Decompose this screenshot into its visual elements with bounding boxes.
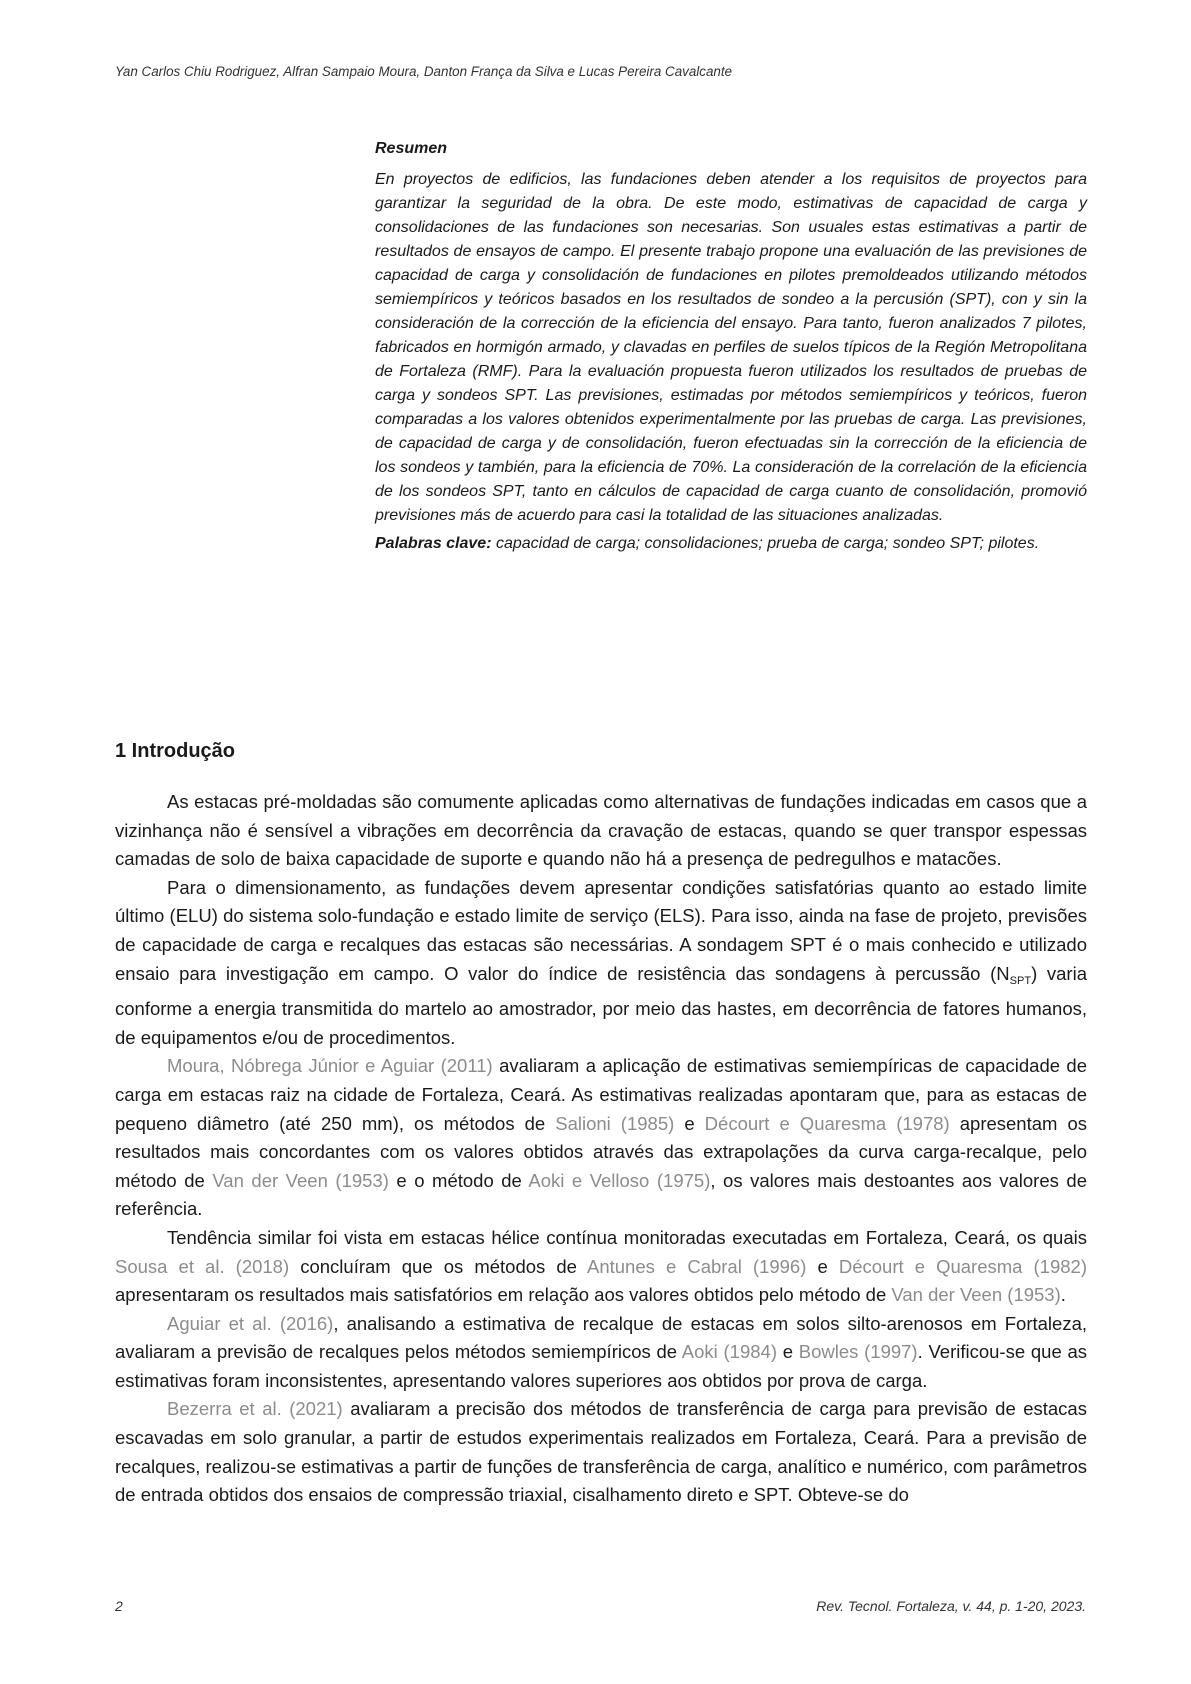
citation-link[interactable]: Bowles (1997): [798, 1341, 918, 1363]
paragraph-3-text: apresentam os resultados mais concordantes com os valores obtidos através das extrapolações da curva carga-recalque, pelo método de: [115, 1112, 1088, 1191]
citation-link[interactable]: Aoki (1984): [681, 1341, 777, 1363]
paragraph-5-text: . Verificou-se que as estimativas foram inconsistentes, apresentando valores superiores aos obtidos por prova de carga.: [115, 1341, 1088, 1391]
citation-link[interactable]: Sousa et al. (2018): [115, 1255, 290, 1277]
paragraph-4-text: e: [806, 1255, 839, 1277]
abstract-block: [375, 140, 1087, 556]
paragraph-6-text: avaliaram a precisão dos métodos de transferência de carga para previsão de estacas escavadas em solo granular, a partir de estudos experimentais realizados em Fortaleza, Ceará. Para a previsão de recalques, realizou-se estimativas a partir de funções de transferência de carga, analítico e numérico, com parâmetros de entrada obtidos dos ensaios de compressão triaxial, cisalhamento direto e SPT. Obteve-se do: [115, 1398, 1087, 1506]
paragraph-4-text: Tendência similar foi vista em estacas hélice contínua monitoradas executadas em Fortaleza, Ceará, os quais: [167, 1226, 1087, 1248]
paragraph-2: [115, 874, 1087, 1053]
paragraph-3-text: e: [674, 1112, 705, 1134]
running-head-authors: Yan Carlos Chiu Rodriguez, Alfran Sampaio Moura, Danton França da Silva e Lucas Pereira Cavalcante: [115, 64, 733, 79]
paragraph-5-text: e: [776, 1341, 799, 1363]
citation-link[interactable]: Salioni (1985): [555, 1112, 675, 1134]
paragraph-1: As estacas pré-moldadas são comumente aplicadas como alternativas de fundações indicadas em casos que a vizinhança não é sensível a vibrações em decorrência da cravação de estacas, quando se quer transpor espessas camadas de solo de baixa capacidade de suporte e quando não há a presença de pedregulhos e matacões.: [115, 791, 1087, 870]
keywords: [375, 532, 1087, 556]
paragraph-2-text-b: ) varia conforme a energia transmitida do martelo ao amostrador, por meio das hastes, em decorrência de fatores humanos, de equipamentos e/ou de procedimentos.: [115, 962, 1087, 1048]
keywords-list: capacidad de carga; consolidaciones; prueba de carga; sondeo SPT; pilotes.: [491, 535, 1040, 552]
paragraph-3-text: , os valores mais destoantes aos valores de referência.: [115, 1169, 1087, 1220]
journal-citation: Rev. Tecnol. Fortaleza, v. 44, p. 1-20, 2023.: [816, 1598, 1086, 1614]
citation-link[interactable]: Aoki e Velloso (1975): [528, 1169, 711, 1191]
paragraph-4-text: concluíram que os métodos de: [289, 1255, 587, 1277]
nspt-subscript: SPT: [1009, 974, 1032, 987]
citation-link[interactable]: Aguiar et al. (2016): [167, 1312, 334, 1334]
intro-body: [115, 788, 1087, 1510]
citation-link[interactable]: Antunes e Cabral (1996): [587, 1255, 807, 1277]
citation-link[interactable]: Van der Veen (1953): [891, 1284, 1061, 1306]
citation-link[interactable]: Décourt e Quaresma (1978): [704, 1112, 950, 1134]
paragraph-3-text: e o método de: [388, 1169, 529, 1191]
paragraph-2-text-a: Para o dimensionamento, as fundações devem apresentar condições satisfatórias quanto ao estado limite último (ELU) do sistema solo-fundação e estado limite de serviço (ELS). Para isso, ainda na fase de projeto, previsões de capacidade de carga e recalques das estacas são necessárias. A sondagem SPT é o mais conhecido e utilizado ensaio para investigação em campo. O valor do índice de resistência das sondagens à percussão (N: [115, 876, 1087, 984]
citation-link[interactable]: Bezerra et al. (2021): [167, 1398, 343, 1420]
citation-link[interactable]: Van der Veen (1953): [212, 1169, 389, 1191]
paragraph-4-text: .: [1060, 1284, 1066, 1306]
paragraph-5-text: , analisando a estimativa de recalque de estacas em solos silto-arenosos em Fortaleza, avaliaram a previsão de recalques pelos métodos semiempíricos de: [115, 1312, 1088, 1363]
section-title: 1 Introdução: [115, 740, 236, 762]
keywords-label: Palabras clave:: [375, 535, 492, 552]
paragraph-3: [115, 1052, 1087, 1224]
paragraph-4-text: apresentaram os resultados mais satisfatórios em relação aos valores obtidos pelo método de: [115, 1284, 892, 1306]
paragraph-4: [115, 1224, 1087, 1310]
paragraph-5: [115, 1310, 1087, 1396]
paragraph-3-text: avaliaram a aplicação de estimativas semiempíricas de capacidade de carga em estacas raiz na cidade de Fortaleza, Ceará. As estimativas realizadas apontaram que, para as estacas de pequeno diâmetro (até 250 mm), os métodos de: [115, 1055, 1087, 1134]
citation-link[interactable]: Moura, Nóbrega Júnior e Aguiar (2011): [167, 1055, 493, 1077]
paragraph-6: [115, 1395, 1087, 1509]
citation-link[interactable]: Décourt e Quaresma (1982): [838, 1255, 1087, 1277]
abstract-title: Resumen: [375, 140, 448, 157]
abstract-body: En proyectos de edificios, las fundaciones deben atender a los requisitos de proyectos para garantizar la seguridad de la obra. De este modo, estimativas de capacidad de carga y consolidaciones de las fundaciones son necesarias. Son usuales estas estimativas a partir de resultados de ensayos de campo. El presente trabajo propone una evaluación de las previsiones de capacidad de carga y consolidación de fundaciones en pilotes premoldeados utilizando métodos semiempíricos y teóricos basados en los resultados de sondeo a la percusión (SPT), con y sin la consideración de la corrección de la eficiencia del ensayo. Para tanto, fueron analizados 7 pilotes, fabricados en hormigón armado, y clavadas en perfiles de suelos típicos de la Región Metropolitana de Fortaleza (RMF). Para la evaluación propuesta fueron utilizados los resultados de pruebas de carga y sondeos SPT. Las previsiones, estimadas por métodos semiempíricos y teóricos, fueron comparadas a los valores obtenidos experimentalmente por las pruebas de carga. Las previsiones, de capacidad de carga y de consolidación, fueron efectuadas sin la corrección de la eficiencia de los sondeos y también, para la eficiencia de 70%. La consideración de la correlación de la eficiencia de los sondeos SPT, tanto en cálculos de capacidad de carga cuanto de consolidación, promovió previsiones más de acuerdo para casi la totalidad de las situaciones analizadas.: [375, 171, 1087, 524]
page-number: 2: [115, 1598, 123, 1614]
